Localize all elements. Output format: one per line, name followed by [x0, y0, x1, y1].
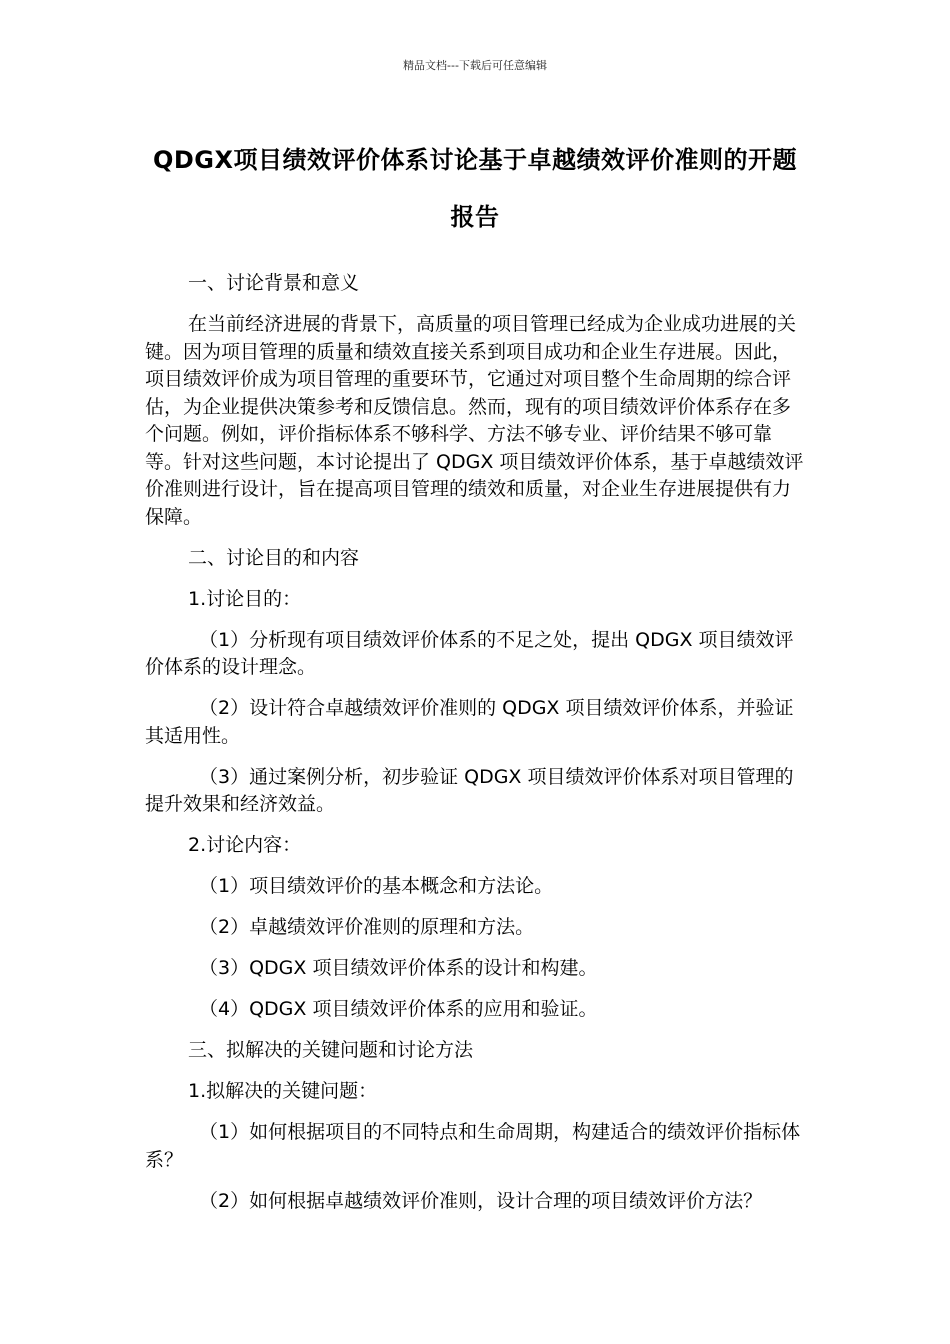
- page-header: 精品文档---下载后可任意编辑: [403, 59, 547, 72]
- section-heading-background: 一、讨论背景和意义: [188, 272, 360, 294]
- background-paragraph: 在当前经济进展的背景下，高质量的项目管理已经成为企业成功进展的关键。因为项目管理的质量和绩效直接关系到项目成功和企业生存进展。因此，项目绩效评价成为项目管理的重要环节，它通过对项目整个生命周期的综合评估，为企业提供决策参考和反馈信息。然而，现有的项目绩效评价体系存在多个问题。例如，评价指标体系不够科学、方法不够专业、评价结果不够可靠等。针对这些问题，本讨论提出了 QDGX 项目绩效评价体系，基于卓越绩效评价准则进行设计，旨在提高项目管理的绩效和质量，对企业生存进展提供有力保障。: [145, 313, 804, 528]
- content-item-2: （2）卓越绩效评价准则的原理和方法。: [199, 916, 535, 938]
- problem-item-1: （1）如何根据项目的不同特点和生命周期，构建适合的绩效评价指标体系？: [145, 1121, 801, 1171]
- purpose-item-2: （2）设计符合卓越绩效评价准则的 QDGX 项目绩效评价体系，并验证其适用性。: [145, 697, 794, 747]
- problem-item-2: （2）如何根据卓越绩效评价准则，设计合理的项目绩效评价方法？: [199, 1189, 763, 1212]
- subheading-content: 2.讨论内容：: [188, 834, 302, 856]
- subheading-problems: 1.拟解决的关键问题：: [188, 1080, 378, 1102]
- content-item-1: （1）项目绩效评价的基本概念和方法论。: [199, 875, 554, 897]
- subheading-purpose: 1.讨论目的：: [188, 587, 302, 610]
- content-item-3: （3）QDGX 项目绩效评价体系的设计和构建。: [199, 957, 598, 979]
- content-item-4: （4）QDGX 项目绩效评价体系的应用和验证。: [199, 998, 598, 1020]
- document-body: [145, 270, 807, 1229]
- purpose-item-1: （1）分析现有项目绩效评价体系的不足之处，提出 QDGX 项目绩效评价体系的设计理念。: [145, 628, 794, 678]
- purpose-item-3: （3）通过案例分析，初步验证 QDGX 项目绩效评价体系对项目管理的提升效果和经济效益。: [145, 765, 794, 815]
- section-heading-purpose: 二、讨论目的和内容: [188, 546, 360, 569]
- section-heading-problems: 三、拟解决的关键问题和讨论方法: [188, 1039, 474, 1061]
- document-title: QDGX项目绩效评价体系讨论基于卓越绩效评价准则的开题报告: [152, 146, 798, 231]
